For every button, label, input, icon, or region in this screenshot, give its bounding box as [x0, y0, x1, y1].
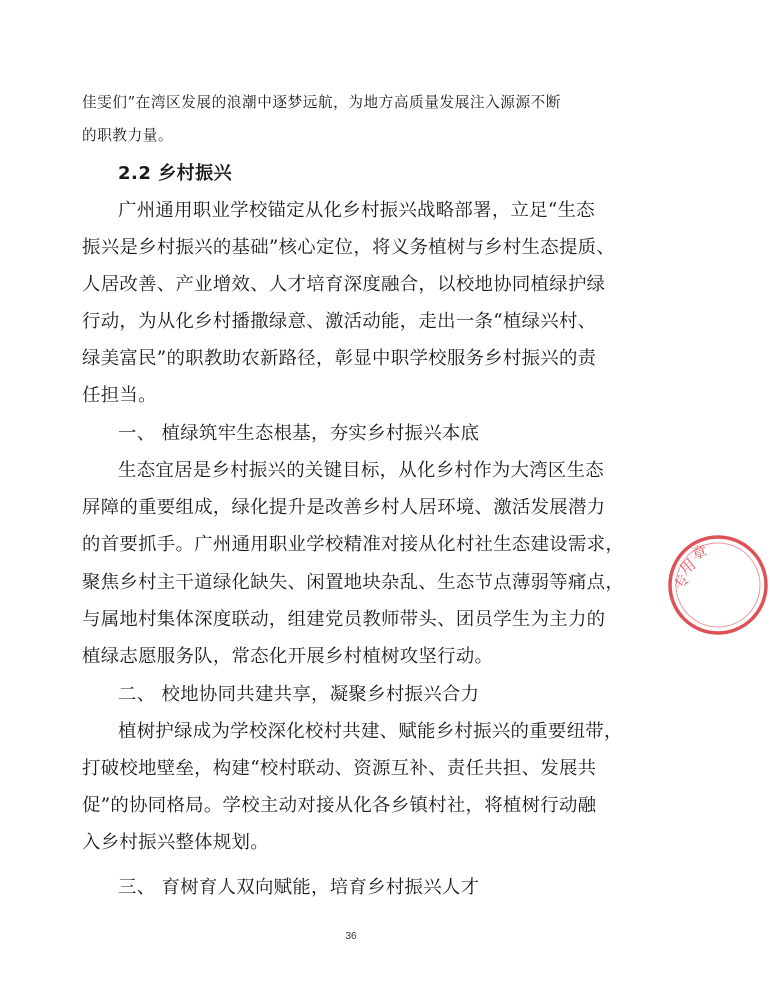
svg-text:用: 用 [676, 555, 700, 579]
paragraph-line: 广州通用职业学校锚定从化乡村振兴战略部署，立足“生态 [118, 200, 595, 221]
paragraph-line: 促”的协同格局。学校主动对接从化各乡镇村社，将植树行动融 [82, 795, 597, 816]
continuation-line-2: 的职教力量。 [82, 127, 174, 144]
section-heading: 2.2 乡村振兴 [118, 163, 233, 184]
paragraph-line: 屏障的重要组成，绿化提升是改善乡村人居环境、激活发展潜力 [82, 497, 606, 518]
paragraph-line: 入乡村振兴整体规划。 [82, 832, 269, 853]
official-seal-stamp [666, 533, 770, 637]
paragraph-line: 植树护绿成为学校深化校村共建、赋能乡村振兴的重要纽带， [118, 721, 623, 742]
paragraph-line: 行动，为从化乡村播撒绿意、激活动能，走出一条“植绿兴村、 [82, 311, 597, 332]
svg-text:专: 专 [671, 571, 694, 593]
point-2-title: 二、 校地协同共建共享，凝聚乡村振兴合力 [118, 684, 480, 705]
paragraph-line: 与属地村集体深度联动，组建党员教师带头、团员学生为主力的 [82, 609, 606, 630]
point-3-title: 三、 育树育人双向赋能，培育乡村振兴人才 [118, 877, 480, 898]
paragraph-line: 植绿志愿服务队，常态化开展乡村植树攻坚行动。 [82, 646, 494, 667]
point-1-title: 一、 植绿筑牢生态根基，夯实乡村振兴本底 [118, 423, 480, 444]
paragraph-line: 生态宜居是乡村振兴的关键目标，从化乡村作为大湾区生态 [118, 460, 604, 481]
paragraph-line: 的首要抓手。广州通用职业学校精准对接从化村社生态建设需求， [82, 534, 625, 555]
paragraph-line: 绿美富民”的职教助农新路径，彰显中职学校服务乡村振兴的责 [82, 348, 597, 369]
paragraph-line: 人居改善、产业增效、人才培育深度融合，以校地协同植绿护绿 [82, 274, 606, 295]
paragraph-line: 任担当。 [82, 385, 157, 406]
paragraph-line: 聚焦乡村主干道绿化缺失、闲置地块杂乱、生态节点薄弱等痛点， [82, 572, 625, 593]
page-number: 36 [345, 931, 357, 942]
continuation-line-1: 佳雯们”在湾区发展的浪潮中逐梦远航，为地方高质量发展注入源源不断 [82, 94, 562, 111]
svg-text:章: 章 [689, 541, 710, 564]
paragraph-line: 打破校地壁垒，构建“校村联动、资源互补、责任共担、发展共 [82, 758, 597, 779]
paragraph-line: 振兴是乡村振兴的基础”核心定位，将义务植树与乡村生态提质、 [82, 237, 616, 258]
